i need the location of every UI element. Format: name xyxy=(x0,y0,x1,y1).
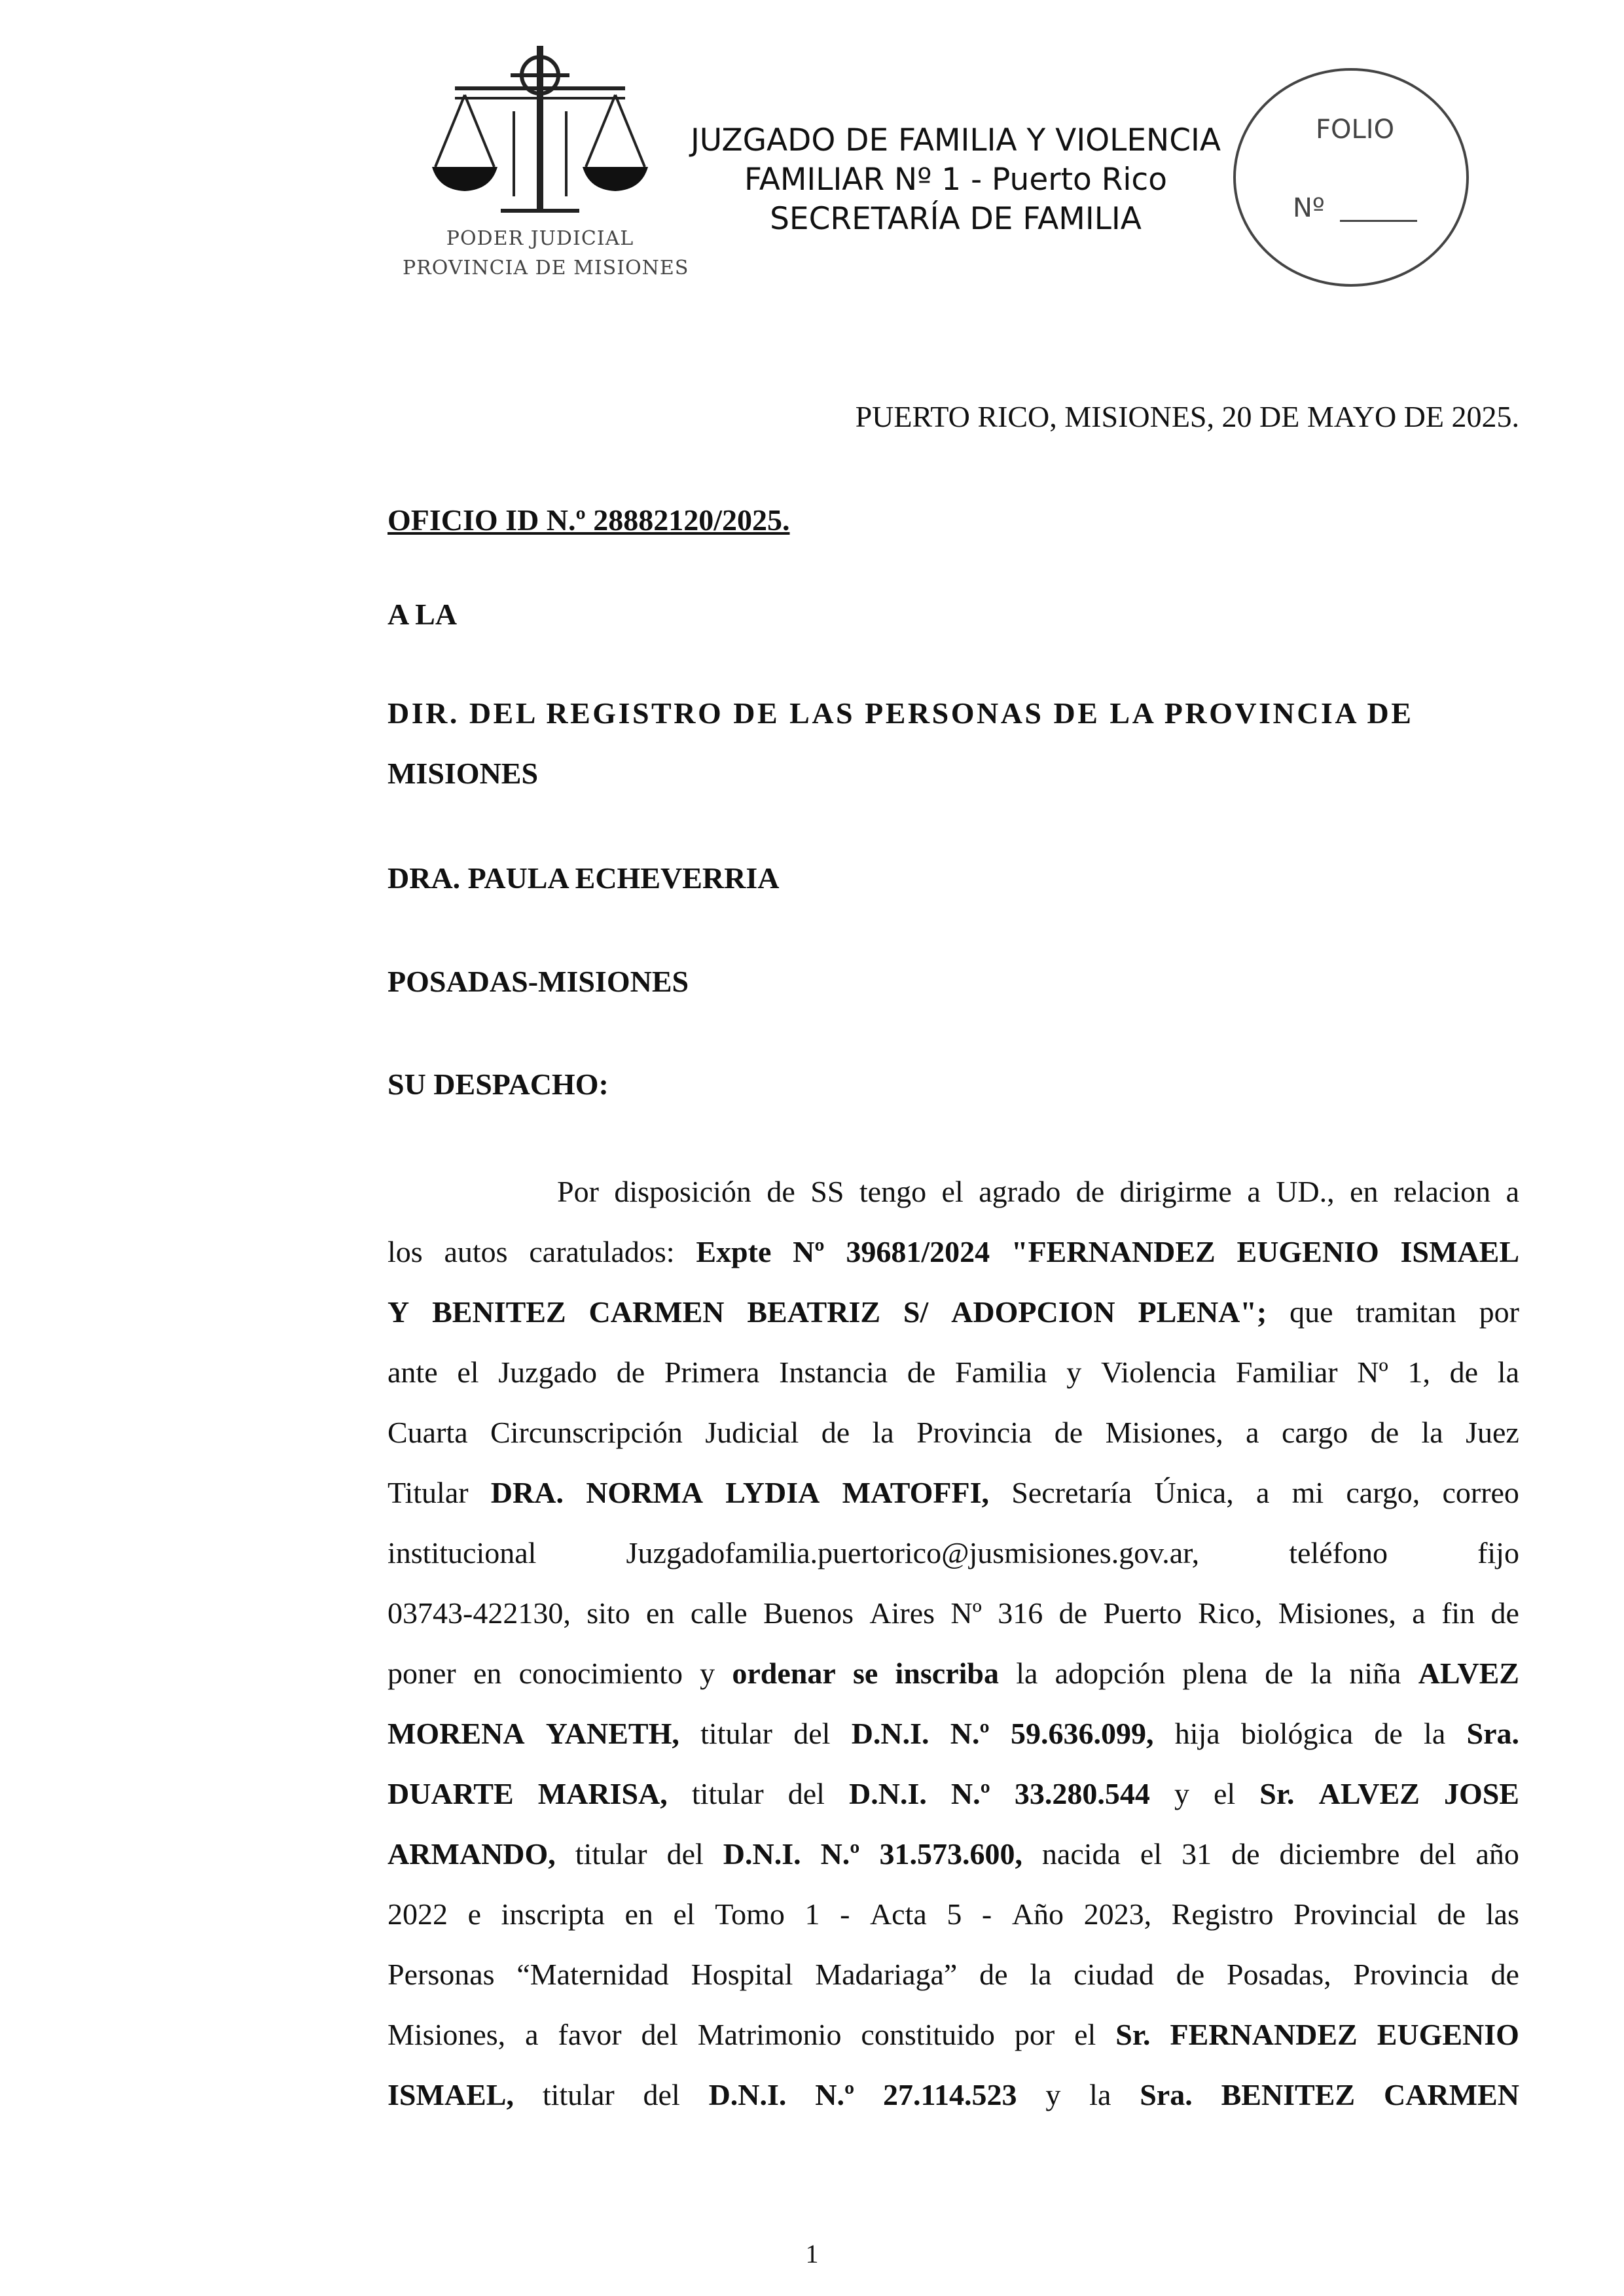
word: a xyxy=(1412,1596,1426,1630)
word: 1 xyxy=(804,1897,820,1931)
bold-word: EUGENIO xyxy=(1377,2018,1519,2051)
su-despacho: SU DESPACHO: xyxy=(388,1067,609,1101)
word: diciembre xyxy=(1279,1837,1400,1871)
word: por xyxy=(1479,1295,1519,1329)
word: de xyxy=(1054,1416,1083,1449)
word: autos xyxy=(444,1235,508,1268)
word: de xyxy=(616,1355,645,1389)
word: Madariaga” xyxy=(815,1958,958,1991)
word: Violencia xyxy=(1100,1355,1217,1389)
word: del xyxy=(643,2078,680,2111)
body-line xyxy=(388,2005,1519,2065)
word: de xyxy=(1176,1958,1205,1991)
word: la xyxy=(1424,1717,1446,1750)
bold-word: S/ xyxy=(903,1295,929,1329)
word: caratulados: xyxy=(529,1235,675,1268)
bold-word: YANETH, xyxy=(545,1717,679,1750)
body-line xyxy=(388,1643,1519,1704)
word: en xyxy=(473,1657,502,1690)
bold-word: MARISA, xyxy=(537,1777,668,1810)
body-line xyxy=(388,1342,1519,1403)
word: el xyxy=(1074,2018,1096,2051)
bold-word: BEATRIZ xyxy=(747,1295,881,1329)
word: de xyxy=(1374,1717,1403,1750)
folio-label: FOLIO xyxy=(1316,115,1395,145)
word: correo xyxy=(1442,1476,1519,1509)
word: ciudad xyxy=(1074,1958,1154,1991)
bold-word: Sra. xyxy=(1140,2078,1193,2111)
word: relacion xyxy=(1393,1175,1491,1208)
word: los xyxy=(388,1235,423,1268)
word: en xyxy=(646,1596,675,1630)
word: 03743-422130, xyxy=(388,1596,571,1630)
word: Juzgadofamilia.puertorico@jusmisiones.gov.ar, xyxy=(626,1536,1200,1570)
poder-judicial-logo xyxy=(403,39,689,288)
word: conocimiento xyxy=(518,1657,683,1690)
word: Circunscripción xyxy=(490,1416,683,1449)
word: de xyxy=(979,1958,1008,1991)
word: sito xyxy=(586,1596,630,1630)
date-line: PUERTO RICO, MISIONES, 20 DE MAYO DE 2025. xyxy=(855,400,1519,433)
body-line xyxy=(388,1282,1519,1342)
word: calle xyxy=(690,1596,748,1630)
word: Instancia xyxy=(779,1355,888,1389)
word: de xyxy=(1449,1355,1479,1389)
bold-word: ADOPCION xyxy=(951,1295,1115,1329)
word: y xyxy=(1045,2078,1061,2111)
word: inscripta xyxy=(501,1897,605,1931)
body-line xyxy=(388,1704,1519,1764)
word: la xyxy=(872,1416,894,1449)
bold-word: LYDIA xyxy=(725,1476,820,1509)
bold-word: Sra. xyxy=(1466,1717,1519,1750)
word: Juez xyxy=(1466,1416,1519,1449)
bold-word: D.N.I. xyxy=(723,1837,801,1871)
word: 2022 xyxy=(388,1897,448,1931)
word: biológica xyxy=(1240,1717,1354,1750)
word: Aires xyxy=(869,1596,935,1630)
word: Hospital xyxy=(691,1958,793,1991)
word: de xyxy=(1370,1416,1399,1449)
word: dirigirme xyxy=(1119,1175,1232,1208)
bold-word: PLENA"; xyxy=(1138,1295,1267,1329)
word: Año xyxy=(1011,1897,1064,1931)
word: del xyxy=(793,1717,831,1750)
bold-word: DRA. xyxy=(490,1476,564,1509)
word: Por xyxy=(557,1175,599,1208)
word: 316 xyxy=(998,1596,1043,1630)
body-line xyxy=(388,1523,1519,1583)
word: SS xyxy=(810,1175,844,1208)
word: Provincia xyxy=(1353,1958,1469,1991)
body-line xyxy=(388,1222,1519,1282)
word: de xyxy=(821,1416,850,1449)
word: Familia xyxy=(955,1355,1047,1389)
body-line xyxy=(388,1884,1519,1945)
page-number: 1 xyxy=(805,2239,819,2269)
bold-word: Sr. xyxy=(1259,1777,1295,1810)
word: nacida xyxy=(1041,1837,1121,1871)
court-line-2: FAMILIAR Nº 1 - Puerto Rico xyxy=(744,162,1168,198)
word: año xyxy=(1475,1837,1519,1871)
bold-word: MORENA xyxy=(388,1717,525,1750)
bold-word: ALVEZ xyxy=(1418,1657,1519,1690)
word: titular xyxy=(542,2078,615,2111)
word: Registro xyxy=(1171,1897,1274,1931)
word: 1, xyxy=(1407,1355,1430,1389)
word: Rico, xyxy=(1197,1596,1263,1630)
body-line xyxy=(388,2065,1519,2125)
word: el xyxy=(673,1897,695,1931)
logo-text-provincia: PROVINCIA DE MISIONES xyxy=(403,257,689,279)
body-line xyxy=(388,1764,1519,1824)
word: 2023, xyxy=(1083,1897,1152,1931)
word: del xyxy=(1419,1837,1456,1871)
word: Provincial xyxy=(1293,1897,1418,1931)
word: hija xyxy=(1174,1717,1220,1750)
word: a xyxy=(1246,1416,1259,1449)
folio-circle-icon xyxy=(1231,65,1471,289)
bold-word: ARMANDO, xyxy=(388,1837,556,1871)
folio-number-blank xyxy=(1340,220,1417,222)
bold-word: BENITEZ xyxy=(432,1295,566,1329)
word: e xyxy=(467,1897,481,1931)
word: “Maternidad xyxy=(516,1958,669,1991)
word: fin xyxy=(1441,1596,1475,1630)
word: ante xyxy=(388,1355,438,1389)
word: que xyxy=(1290,1295,1333,1329)
word: a xyxy=(525,2018,539,2051)
word: de xyxy=(907,1355,936,1389)
bold-word: ISMAEL xyxy=(1400,1235,1519,1268)
oficio-id: OFICIO ID N.º 28882120/2025. xyxy=(388,503,790,537)
bold-word: JOSE xyxy=(1443,1777,1519,1810)
word: institucional xyxy=(388,1536,537,1570)
bold-word: NORMA xyxy=(586,1476,704,1509)
word: tengo xyxy=(859,1175,927,1208)
court-line-1: JUZGADO DE FAMILIA Y VIOLENCIA xyxy=(690,122,1221,158)
body-paragraph xyxy=(388,1162,1519,2125)
bold-word: N.º xyxy=(815,2078,855,2111)
addressee-name: DRA. PAULA ECHEVERRIA xyxy=(388,861,780,895)
word: en xyxy=(1350,1175,1379,1208)
word: constituido xyxy=(861,2018,995,2051)
word: Acta xyxy=(869,1897,927,1931)
word: titular xyxy=(691,1777,764,1810)
word: cargo, xyxy=(1346,1476,1420,1509)
bold-word: ALVEZ xyxy=(1318,1777,1420,1810)
word: 31 xyxy=(1182,1837,1212,1871)
folio-stamp xyxy=(1231,65,1471,289)
folio-number-label: Nº xyxy=(1293,193,1325,223)
bold-word: 59.636.099, xyxy=(1010,1717,1154,1750)
word: niña xyxy=(1349,1657,1401,1690)
word: Secretaría xyxy=(1011,1476,1132,1509)
word: titular xyxy=(700,1717,772,1750)
word: tramitan xyxy=(1356,1295,1456,1329)
scales-of-justice-icon xyxy=(429,39,651,223)
bold-word: ordenar xyxy=(732,1657,836,1690)
word: Misiones, xyxy=(1278,1596,1396,1630)
bold-word: CARMEN xyxy=(1383,2078,1519,2111)
bold-word: 33.280.544 xyxy=(1014,1777,1150,1810)
bold-word: Nº xyxy=(793,1235,825,1268)
bold-word: "FERNANDEZ xyxy=(1011,1235,1216,1268)
bold-word: N.º xyxy=(950,1777,990,1810)
word: de xyxy=(1075,1175,1105,1208)
court-line-3: SECRETARÍA DE FAMILIA xyxy=(770,201,1142,237)
court-heading xyxy=(681,121,1231,239)
word: y xyxy=(1066,1355,1082,1389)
word: Cuarta xyxy=(388,1416,468,1449)
word: Posadas, xyxy=(1226,1958,1331,1991)
word: Matrimonio xyxy=(697,2018,842,2051)
word: Nº xyxy=(1357,1355,1388,1389)
body-line xyxy=(388,1403,1519,1463)
word: UD., xyxy=(1276,1175,1335,1208)
word: en xyxy=(624,1897,653,1931)
bold-word: BENITEZ xyxy=(1221,2078,1356,2111)
word: cargo xyxy=(1281,1416,1348,1449)
addressee-a-la: A LA xyxy=(388,598,458,631)
word: la xyxy=(1421,1416,1443,1449)
word: - xyxy=(981,1897,992,1931)
word: Misiones, xyxy=(388,2018,506,2051)
word: plena xyxy=(1182,1657,1248,1690)
word: por xyxy=(1014,2018,1055,2051)
bold-word: MATOFFI, xyxy=(842,1476,990,1509)
word: teléfono xyxy=(1289,1536,1388,1570)
bold-word: Y xyxy=(388,1295,410,1329)
word: Tomo xyxy=(715,1897,785,1931)
word: Familiar xyxy=(1235,1355,1338,1389)
bold-word: EUGENIO xyxy=(1236,1235,1379,1268)
body-line xyxy=(388,1824,1519,1884)
word: y xyxy=(1174,1777,1189,1810)
addressee-directorate: DIR. DEL REGISTRO DE LAS PERSONAS DE LA PROVINCIA DE xyxy=(388,696,1414,730)
body-line xyxy=(388,1945,1519,2005)
body-line xyxy=(388,1583,1519,1643)
word: - xyxy=(840,1897,850,1931)
bold-word: CARMEN xyxy=(588,1295,725,1329)
word: 5 xyxy=(947,1897,962,1931)
bold-word: 31.573.600, xyxy=(879,1837,1022,1871)
word: de xyxy=(767,1175,795,1208)
bold-word: D.N.I. xyxy=(708,2078,787,2111)
word: de xyxy=(1437,1897,1466,1931)
word: poner xyxy=(388,1657,456,1690)
word: las xyxy=(1485,1897,1519,1931)
word: favor xyxy=(558,2018,622,2051)
word: la xyxy=(1030,1958,1052,1991)
bold-word: N.º xyxy=(950,1717,990,1750)
word: Judicial xyxy=(705,1416,799,1449)
word: adopción xyxy=(1055,1657,1166,1690)
bold-word: 27.114.523 xyxy=(883,2078,1017,2111)
word: el xyxy=(457,1355,479,1389)
word: Juzgado xyxy=(498,1355,597,1389)
word: y xyxy=(700,1657,715,1690)
word: Provincia xyxy=(916,1416,1032,1449)
word: Misiones, xyxy=(1105,1416,1223,1449)
word: titular xyxy=(575,1837,647,1871)
bold-word: ISMAEL, xyxy=(388,2078,514,2111)
word: de xyxy=(1058,1596,1088,1630)
word: Titular xyxy=(388,1476,469,1509)
bold-word: se xyxy=(852,1657,878,1690)
word: a xyxy=(1247,1175,1261,1208)
word: del xyxy=(666,1837,704,1871)
word: del xyxy=(641,2018,678,2051)
bold-word: DUARTE xyxy=(388,1777,514,1810)
bold-word: 39681/2024 xyxy=(846,1235,990,1268)
bold-word: Sr. xyxy=(1115,2018,1151,2051)
bold-word: inscriba xyxy=(895,1657,999,1690)
word: el xyxy=(1140,1837,1163,1871)
addressee-city: POSADAS-MISIONES xyxy=(388,965,689,998)
bold-word: D.N.I. xyxy=(851,1717,929,1750)
word: de xyxy=(1490,1958,1519,1991)
word: fijo xyxy=(1477,1536,1519,1570)
word: a xyxy=(1255,1476,1270,1509)
word: Nº xyxy=(950,1596,982,1630)
word: Única, xyxy=(1154,1476,1234,1509)
word: Buenos xyxy=(763,1596,854,1630)
word: la xyxy=(1089,2078,1111,2111)
bold-word: FERNANDEZ xyxy=(1170,2018,1358,2051)
word: la xyxy=(1497,1355,1519,1389)
word: mi xyxy=(1291,1476,1324,1509)
word: a xyxy=(1506,1175,1519,1208)
word: Puerto xyxy=(1103,1596,1182,1630)
bold-word: N.º xyxy=(820,1837,860,1871)
body-line xyxy=(388,1463,1519,1523)
word: de xyxy=(1231,1837,1260,1871)
word: el xyxy=(1214,1777,1236,1810)
addressee-directorate-cont: MISIONES xyxy=(388,757,539,790)
word: Primera xyxy=(664,1355,760,1389)
body-line xyxy=(388,1162,1519,1222)
word: agrado xyxy=(979,1175,1061,1208)
word: del xyxy=(787,1777,825,1810)
word: disposición xyxy=(614,1175,751,1208)
bold-word: Expte xyxy=(696,1235,772,1268)
bold-word: D.N.I. xyxy=(849,1777,927,1810)
word: la xyxy=(1310,1657,1333,1690)
logo-text-poder-judicial: PODER JUDICIAL xyxy=(446,227,634,250)
word: la xyxy=(1016,1657,1038,1690)
word: de xyxy=(1490,1596,1519,1630)
word: el xyxy=(941,1175,964,1208)
word: de xyxy=(1265,1657,1293,1690)
word: Personas xyxy=(388,1958,495,1991)
